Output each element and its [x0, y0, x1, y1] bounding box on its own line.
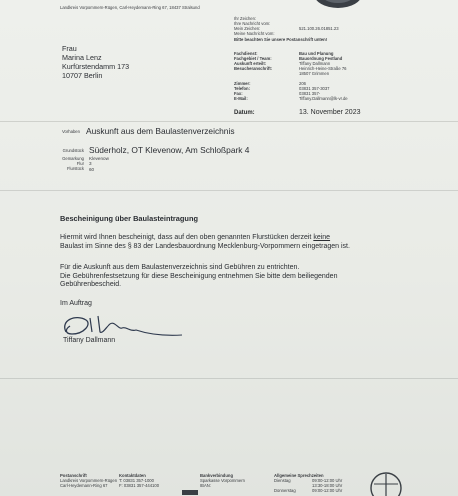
office-label: Fachdienst: — [234, 51, 258, 56]
footer-col-title: Postanschrift — [60, 473, 87, 478]
footer-col-title: Kontaktdaten — [119, 473, 146, 478]
footer-hours-times — [312, 478, 342, 493]
footer-time: 09:00-12:00 Uhr — [312, 488, 343, 493]
office-value: Tiffany.Dallmann@lk-vr.de — [299, 96, 348, 101]
footer-contact — [119, 473, 159, 488]
footer-line: Sparkasse Vorpommern — [200, 478, 245, 483]
recipient-street: Kurfürstendamm 173 — [62, 61, 130, 71]
office-value: Bauordnung Festland — [299, 56, 343, 61]
office-label: Fax: — [234, 91, 243, 96]
letter-heading: Bescheinigung über Baulasteintragung — [60, 214, 198, 223]
recipient-salutation: Frau — [62, 44, 77, 53]
footer-line: F: 03831 357-444100 — [119, 483, 160, 488]
fold-line — [0, 121, 458, 122]
office-value: 03831 357- — [299, 91, 321, 96]
footer-line: Dienstag — [274, 478, 291, 483]
flur-value: 3 — [89, 161, 92, 167]
footer-line: T: 03831 357-1000 — [119, 478, 154, 483]
keine-underlined: keine — [313, 234, 331, 241]
office-label: Auskunft erteilt: — [234, 61, 267, 66]
office-label: Telefon: — [234, 86, 250, 91]
footer-emblem — [366, 466, 406, 496]
postal-note: Bitte beachten Sie unsere Postanschrift unten! — [234, 37, 328, 42]
ref-label: Ihr Zeichen: — [234, 16, 257, 21]
paragraph-1-text-b: Baulast im Sinne des § 83 der Landesbauordnung Mecklenburg-Vorpommern eingetragen ist. — [60, 242, 350, 250]
property-labels — [60, 148, 84, 171]
ref-label: Meine Nachricht vom: — [234, 31, 275, 36]
property-label: Flurstück — [67, 166, 84, 171]
signatory-name: Tiffany Dallmann — [63, 337, 116, 344]
gemarkung-value: Klevenow — [89, 156, 109, 161]
office-value: Tiffany Dallmann — [299, 61, 331, 66]
date-label: Datum: — [234, 110, 255, 116]
mein-zeichen-value: 521.100.26.01851.23 — [299, 26, 339, 31]
office-value: 206 — [299, 81, 306, 86]
office-label: E-Mail: — [234, 96, 248, 101]
recipient-name: Marina Lenz — [62, 52, 102, 62]
ref-label: Ihre Nachricht vom: — [234, 21, 271, 26]
office-labels — [234, 51, 272, 101]
footer-col-title: Allgemeine Sprechzeiten — [274, 473, 324, 478]
recipient-address — [62, 45, 129, 81]
fold-line — [0, 378, 458, 379]
office-value: 03831 357-3037 — [299, 86, 330, 91]
footer-line: IBAN: — [200, 483, 211, 488]
property-label: Gemarkung — [62, 156, 84, 161]
paragraph-1-text-a: Hiermit wird Ihnen bescheinigt, dass auf den oben genannten Flurstücken derzeit — [60, 234, 314, 241]
office-value: Heinrich-Heine-Straße 76 — [299, 66, 347, 71]
subject-label: Vorhaben — [62, 129, 80, 134]
paragraph-2-line: Für die Auskunft aus dem Baulastenverzeichnis sind Gebühren zu entrichten. — [60, 264, 300, 271]
property-label: Flur — [76, 161, 84, 166]
footer-line: Carl-Heydemann-Ring 67 — [60, 483, 108, 488]
footer-line: Donnerstag — [274, 488, 296, 493]
footer-small-logo — [182, 489, 198, 496]
footer-col-title: Bankverbindung — [200, 473, 234, 478]
office-label: Zimmer: — [234, 81, 251, 86]
footer-postal — [60, 473, 117, 488]
ref-label: Mein Zeichen: — [234, 26, 261, 31]
subject-text: Auskunft aus dem Baulastenverzeichnis — [86, 126, 235, 136]
property-values — [89, 156, 109, 172]
flurstueck-value: 60 — [89, 166, 95, 172]
sender-line: Landkreis Vorpommern-Rügen, Carl-Heydemann-Ring 67, 18437 Stralsund — [60, 5, 200, 10]
paragraph-2-line: Gebührenbescheid. — [60, 281, 122, 289]
date-value: 13. November 2023 — [299, 109, 361, 116]
footer-bank — [200, 473, 245, 488]
office-value: Bau und Planung — [299, 51, 334, 56]
property-address: Süderholz, OT Klevenow, Am Schloßpark 4 — [89, 145, 250, 155]
fold-line — [0, 190, 458, 191]
office-value: 18507 Grimmen — [299, 71, 330, 76]
footer-line: Landkreis Vorpommern-Rügen — [60, 478, 118, 483]
office-label: Fachgebiet / Team: — [234, 56, 272, 61]
reference-labels — [234, 16, 275, 36]
office-values — [299, 51, 348, 101]
paragraph-1 — [60, 234, 350, 251]
office-label: Besucheranschrift: — [234, 66, 273, 71]
paragraph-2-line: Die Gebührenfestsetzung für diese Bescheinigung entnehmen Sie bitte dem beiliegenden — [60, 272, 338, 280]
recipient-city: 10707 Berlin — [62, 70, 103, 80]
signature — [56, 310, 186, 340]
property-label: Grundstück — [62, 148, 84, 153]
closing-im-auftrag: Im Auftrag — [60, 300, 92, 307]
footer-time: 13:30-18:00 Uhr — [312, 483, 343, 488]
district-logo — [312, 0, 364, 12]
footer-time: 09:00-12:00 Uhr — [312, 478, 343, 483]
paragraph-2 — [60, 264, 337, 290]
